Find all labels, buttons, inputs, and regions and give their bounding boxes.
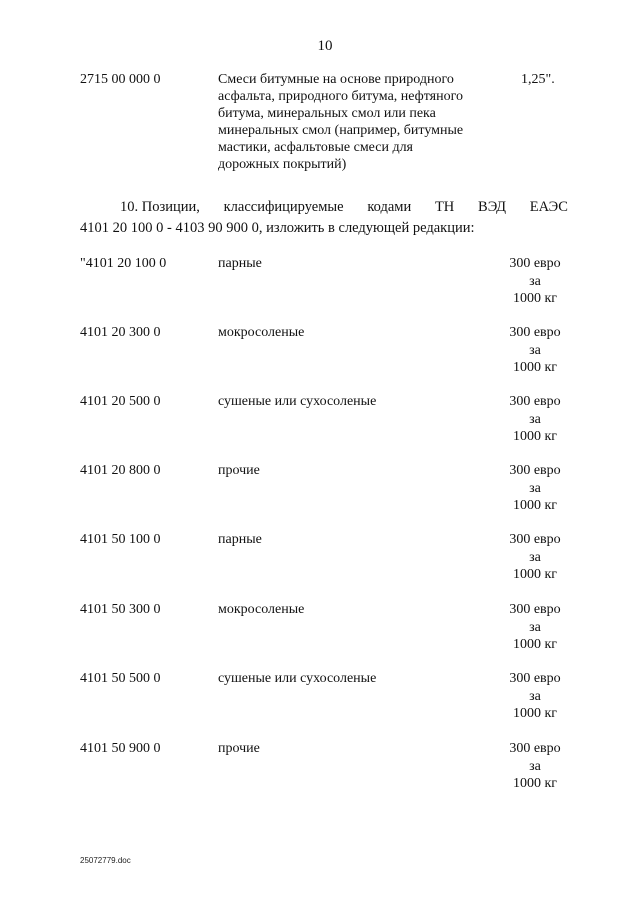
top-entry-description-line: асфальта, природного битума, нефтяного <box>218 89 463 104</box>
tariff-code: 4101 50 300 0 <box>80 602 161 617</box>
top-entry-description <box>218 71 508 173</box>
duty-unit: 1000 кг <box>512 637 558 652</box>
tariff-duty <box>500 393 570 446</box>
tariff-description: сушеные или сухосоленые <box>218 394 377 409</box>
tariff-row <box>80 462 570 522</box>
tariff-row <box>80 255 570 315</box>
tariff-row <box>80 531 570 591</box>
duty-per: за <box>529 688 541 704</box>
top-entry-description-line: дорожных покрытий) <box>218 157 347 172</box>
tariff-description: парные <box>218 256 262 271</box>
top-entry-description-line: битума, минеральных смол или пека <box>218 106 436 121</box>
duty-unit: 1000 кг <box>512 776 558 791</box>
duty-unit: 1000 кг <box>512 498 558 513</box>
file-name-footer: 25072779.doc <box>80 856 131 865</box>
duty-amount: 300 евро <box>509 325 561 340</box>
tariff-row <box>80 740 570 800</box>
paragraph-word: ВЭД <box>478 199 506 215</box>
paragraph-word: 10. Позиции, <box>120 199 200 215</box>
tariff-row <box>80 393 570 453</box>
duty-amount: 300 евро <box>509 741 561 756</box>
tariff-duty <box>500 531 570 584</box>
duty-per: за <box>529 480 541 496</box>
tariff-description: прочие <box>218 463 260 478</box>
tariff-duty <box>500 670 570 723</box>
duty-unit: 1000 кг <box>512 291 558 306</box>
tariff-duty <box>500 462 570 515</box>
tariff-duty <box>500 324 570 377</box>
tariff-description: прочие <box>218 741 260 756</box>
duty-amount: 300 евро <box>509 394 561 409</box>
tariff-code: 4101 50 500 0 <box>80 671 161 686</box>
tariff-row <box>80 601 570 661</box>
duty-per: за <box>529 411 541 427</box>
tariff-duty <box>500 601 570 654</box>
top-entry-description-line: минеральных смол (например, битумные <box>218 123 464 138</box>
duty-per: за <box>529 619 541 635</box>
paragraph-word: ЕАЭС <box>529 199 568 215</box>
tariff-code: 4101 20 800 0 <box>80 463 161 478</box>
duty-amount: 300 евро <box>509 532 561 547</box>
paragraph-word: кодами <box>367 199 412 215</box>
duty-unit: 1000 кг <box>512 360 558 375</box>
top-entry-description-line: мастики, асфальтовые смеси для <box>218 140 413 155</box>
paragraph-word: ТН <box>434 199 455 215</box>
tariff-code: 4101 50 900 0 <box>80 741 161 756</box>
duty-unit: 1000 кг <box>512 706 558 721</box>
tariff-code: 4101 20 500 0 <box>80 394 161 409</box>
tariff-code: 4101 20 300 0 <box>80 325 161 340</box>
tariff-description: мокросоленые <box>218 325 305 340</box>
amendment-paragraph <box>80 197 568 239</box>
tariff-description: парные <box>218 532 262 547</box>
duty-per: за <box>529 549 541 565</box>
tariff-description: сушеные или сухосоленые <box>218 671 377 686</box>
paragraph-line-2: 4101 20 100 0 - 4103 90 900 0, изложить в следующей редакции: <box>80 220 475 236</box>
tariff-code: 4101 50 100 0 <box>80 532 161 547</box>
duty-unit: 1000 кг <box>512 567 558 582</box>
duty-unit: 1000 кг <box>512 429 558 444</box>
tariff-code: "4101 20 100 0 <box>80 256 167 271</box>
duty-per: за <box>529 273 541 289</box>
page-number: 10 <box>317 38 333 54</box>
top-entry-description-line: Смеси битумные на основе природного <box>218 72 454 87</box>
duty-amount: 300 евро <box>509 602 561 617</box>
top-entry-rate: 1,25". <box>521 72 555 87</box>
tariff-duty <box>500 255 570 308</box>
duty-per: за <box>529 342 541 358</box>
tariff-row <box>80 670 570 730</box>
duty-amount: 300 евро <box>509 671 561 686</box>
top-entry-code: 2715 00 000 0 <box>80 72 161 87</box>
duty-amount: 300 евро <box>509 256 561 271</box>
tariff-duty <box>500 740 570 793</box>
tariff-description: мокросоленые <box>218 602 305 617</box>
tariff-row <box>80 324 570 384</box>
duty-amount: 300 евро <box>509 463 561 478</box>
paragraph-word: классифицируемые <box>223 199 344 215</box>
duty-per: за <box>529 758 541 774</box>
paragraph-line-1 <box>80 197 568 218</box>
